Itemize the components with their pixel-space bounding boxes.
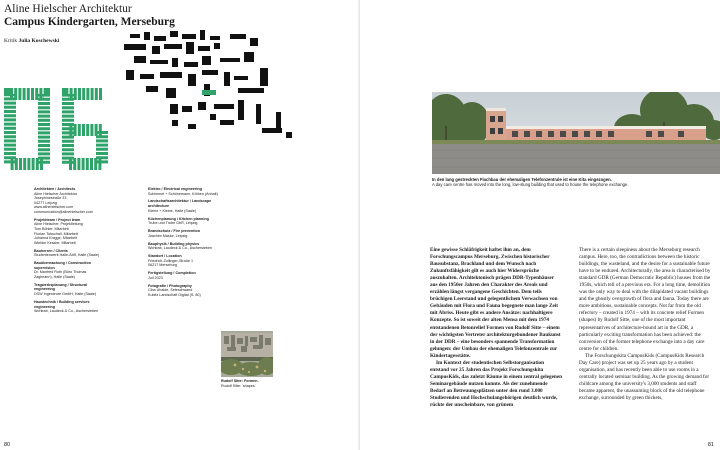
credit-block [148,199,218,213]
credit-line: Friedrich-Zollinger-Straße 1 [148,258,194,263]
credit-block [34,261,100,279]
credit-heading: Fotografie / Photography [148,283,192,288]
credit-block [34,187,100,215]
credit-block [148,217,218,226]
credit-line: DSW Ingenieure GmbH, Halle (Saale) [34,292,97,297]
credit-heading: Standort / Location [148,254,182,259]
paragraph: Eine gewisse Schläfrigkeit haftet ihm an, dem Forschungscampus Merseburg. Zwischen historischer Bausubstanz, Brachland und dem Wunsch nach Zukunftsfähigkeit gilt es auch hier Widersprüche auszuhalten. Architektonisch prägen DDR-Typenhäuser aus den 1950er Jahren den Charakter des Areals und erzählen längst vergangene Geschichten. Dem teils brüchigen Leerstand und gelegentlichem Verwachsen von Gebäuden mit Flora und Fauna begegnete man lange Zeit mit Abriss. Heute gibt es andere Ansätze: nachhaltigere Konzepte. So ist soweit der alten Mensa mit dem 1974 entstandenen Betonrelief Formen von Rudolf Sitte – einem der wichtigsten Vertreter architekturgebundener Baukunst in der DDR – eine besonders spannende Transformation gelungen: der Umbau der ehemaligen Telefonzentrale zur Kindertagesstätte. [430,247,561,359]
credit-block [148,254,218,268]
paragraph: There is a certain sleepiness about the Merseburg research campus. Here, too, the contradictions between the historic buildings, the wasteland, and the desire for a sustainable future have to be endured. Architecturally, the area is characterised by standard GDR (German Democratic Republic) houses from the 1950s, which tell of a previous era. For a long time, demolition was the only way to deal with the dilapidated vacant buildings and the ghostly overgrowth of flora and fauna. Today there are more ambitious, sustainable concepts. Not far from the old refectory – created in 1974 – with its concrete relief Formen (shapes) by Rudolf Sitte, one of the most important representatives of architecture-bound art in the GDR, a particularly exciting transformation has been achieved: the conversion of the former telephone exchange into a day care centre for children. [579,247,711,352]
building-photo [432,92,720,174]
architect-name: Aline Hielscher Architektur [4,3,132,15]
credit-link[interactable]: www.alinehielscher.com [34,205,74,210]
credit-heading: Projektteam / Project team [34,217,81,222]
credit-heading: Elektro / Electrical engineering [148,187,202,191]
credit-heading: Architekten / Architects [34,187,76,191]
credit-block [148,284,218,298]
relief-photo [221,331,273,377]
credit-heading: Bauphysik / Building physics [148,241,200,246]
critique-line [4,38,59,45]
credit-line: Dr. Manfred Roth (Büro Thomas Zaglmann), Halle (Saale) [34,270,87,279]
credit-line: Trube und Trube GbR, Leipzig [148,221,198,226]
building-caption [432,177,712,188]
credit-line: Aline Hielscher, Projektleitung [34,222,83,227]
credit-heading: Fertigstellung / Completion [148,271,196,276]
credit-block [148,242,218,251]
credit-block [148,271,218,280]
credit-block [34,249,100,258]
credit-block [148,229,218,238]
credit-line: 06217 Merseburg [148,263,177,268]
credit-line: Kubitz Landschaft Digital (S. 80) [148,292,201,297]
credit-email[interactable]: communication@alinehielscher.com [34,209,93,214]
relief-caption-subtitle: Rudolf Sitte: 'shapes'. [221,383,257,388]
page-number-left: 80 [4,442,11,448]
critique-label: Kritik [4,38,18,44]
credits-column-right [148,187,218,301]
credit-heading: Brandschutz / Fire prevention [148,229,201,234]
text-column-german [430,247,562,409]
credit-line: Studentenwerk Halle-Aöff, Halle (Saale) [34,253,100,258]
relief-caption-title: Rudolf Sitte: Formen. [221,379,259,383]
relief-caption [221,379,277,388]
credit-line: Tom Böhler, Mitarbeit [34,227,69,232]
site-plan-drawing [110,28,310,148]
paragraph: Im Kontext der studentischen Selbstorganisation entstand vor 25 Jahren das Projekt Forschungskita CampusKids, das zuletzt Räume in einem zentral gelegenen Seminargebäude nutzen konnte. Als der zunehmende Bedarf an Betreuungsplätzen unter den rund 3.000 Studierenden und Hochschulangehörigen deutlich wurde, rückte der unscheinbare, von grünem [430,359,562,409]
credit-line: Aline Hielscher Architektur [34,191,78,196]
credit-block [148,187,218,196]
credit-block [34,218,100,246]
credit-line: Josephinestraße 33 [34,196,67,201]
credit-line: Schimmel + Schönemann, Köthen (Anhalt) [148,191,218,196]
credit-heading: Küchenplanung / Kitchen planning [148,216,209,221]
right-page [360,0,720,450]
credit-line: 04277 Leipzig [34,200,57,205]
project-title: Campus Kindergarten, Merseburg [4,16,175,28]
credit-line: Kleine + Kleine, Halle (Saale) [148,208,197,213]
relief-photo-illustration [221,331,273,377]
credit-line: Wohlrab, Laudeck & Co., Aschersleben [34,309,99,314]
credit-line: Florian Tobschall, Mitarbeit [34,231,78,236]
credit-heading: Bauherren / Clients [34,248,68,253]
credit-heading: Tragwerksplanung / Structural engineering [34,282,88,292]
critic-name: Julia Koschewski [18,38,60,44]
credit-heading: Haustechnik / Building services engineering [34,299,90,309]
credit-heading: Landschaftsarchitektur / Landscape architecture [148,199,212,209]
page-number-right: 81 [707,442,714,448]
credit-heading: Bauüberwachung / Construction supervision [34,261,91,270]
building-caption-english: A day care centre has moved into the long, low-slung building that used to house the telephone exchange. [432,182,629,188]
paragraph: The Forschungskita CampusKids (CampusKids Research Day Care) project was set up 25 years ago by a student organisation, and has recently been able to use rooms in a centrally located seminar building. As the growing demand for childcare among the university's 3,000 students and staff became apparent, the unassuming block of the old telephone exchange, surrounded by green thickets, [579,352,710,401]
credit-line: Wohlrab, Laudeck & Co., Aschersleben [148,246,213,251]
credit-line: Juli 2023 [148,275,163,280]
credit-block [34,283,100,297]
text-column-english [579,247,711,402]
project-number-graphic [2,88,114,170]
credit-line: Joachim Maske, Leipzig [148,233,188,238]
credits-column-left [34,187,100,317]
credit-line: Ciba Uhalde, Seleschwand [148,288,193,293]
credit-line: Johanna Knigge, Mitarbeit [34,236,77,241]
building-caption-german: In den lang gestreckten Flachbau der ehemaligen Telefonzentrale ist eine Kita eingezogen. [432,177,612,182]
credit-block [34,300,100,314]
credit-line: Wiebke Kessler, Mitarbeit [34,240,76,245]
building-photo-illustration [432,92,720,174]
